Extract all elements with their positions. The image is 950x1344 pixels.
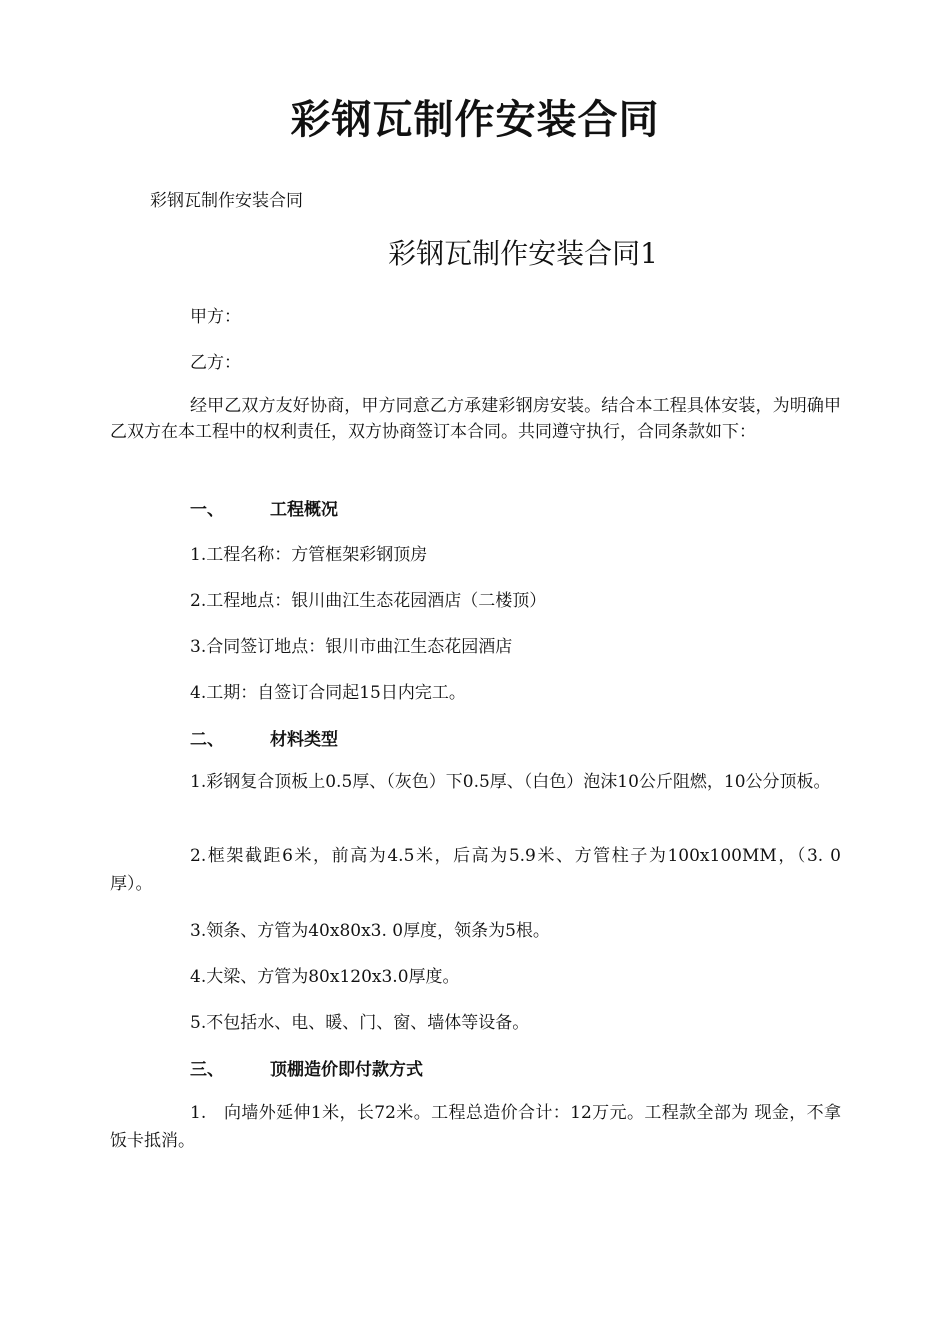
section-number: 二、 <box>190 730 224 750</box>
contract-intro-paragraph: 经甲乙双方友好协商，甲方同意乙方承建彩钢房安装。结合本工程具体安装，为明确甲乙双方在本工程中的权利责任，双方协商签订本合同。共同遵守执行，合同条款如下： <box>110 396 841 442</box>
list-item: 1. 向墙外延伸1米，长72米。工程总造价合计：12万元。工程款全部为 现金，不拿饭卡抵消。 <box>110 1103 841 1151</box>
list-item: 3.领条、方管为40x80x3. 0厚度，领条为5根。 <box>190 921 550 941</box>
list-item: 1.彩钢复合顶板上0.5厚、（灰色）下0.5厚、（白色）泡沫10公斤阻燃，10公分顶板。 <box>190 772 831 792</box>
list-item: 2.框架截距6米，前高为4.5米，后高为5.9米、方管柱子为100x100MM，（3. 0 厚）。 <box>110 846 841 894</box>
list-item: 5.不包括水、电、暖、门、窗、墙体等设备。 <box>190 1013 530 1033</box>
section-title: 材料类型 <box>270 730 338 750</box>
section-heading-3 <box>190 1055 590 1079</box>
section-number: 一、 <box>190 500 224 520</box>
list-item: 3.合同签订地点：银川市曲江生态花园酒店 <box>190 637 513 657</box>
section-title: 顶棚造价即付款方式 <box>270 1060 423 1080</box>
document-main-title: 彩钢瓦制作安装合同 <box>290 97 660 143</box>
contract-title: 彩钢瓦制作安装合同1 <box>388 237 658 270</box>
list-item: 2.工程地点：银川曲江生态花园酒店（二楼顶） <box>190 591 547 611</box>
party-b-label: 乙方： <box>190 353 241 373</box>
list-item: 4.工期：自签订合同起15日内完工。 <box>190 683 466 703</box>
section-heading-2 <box>190 725 590 749</box>
section-title: 工程概况 <box>270 500 338 520</box>
list-item: 1.工程名称：方管框架彩钢顶房 <box>190 545 428 565</box>
list-item: 4.大梁、方管为80x120x3.0厚度。 <box>190 967 460 987</box>
party-a-label: 甲方： <box>190 307 241 327</box>
document-subtitle-line: 彩钢瓦制作安装合同 <box>150 191 303 211</box>
section-heading-1 <box>190 495 590 519</box>
section-number: 三、 <box>190 1060 224 1080</box>
